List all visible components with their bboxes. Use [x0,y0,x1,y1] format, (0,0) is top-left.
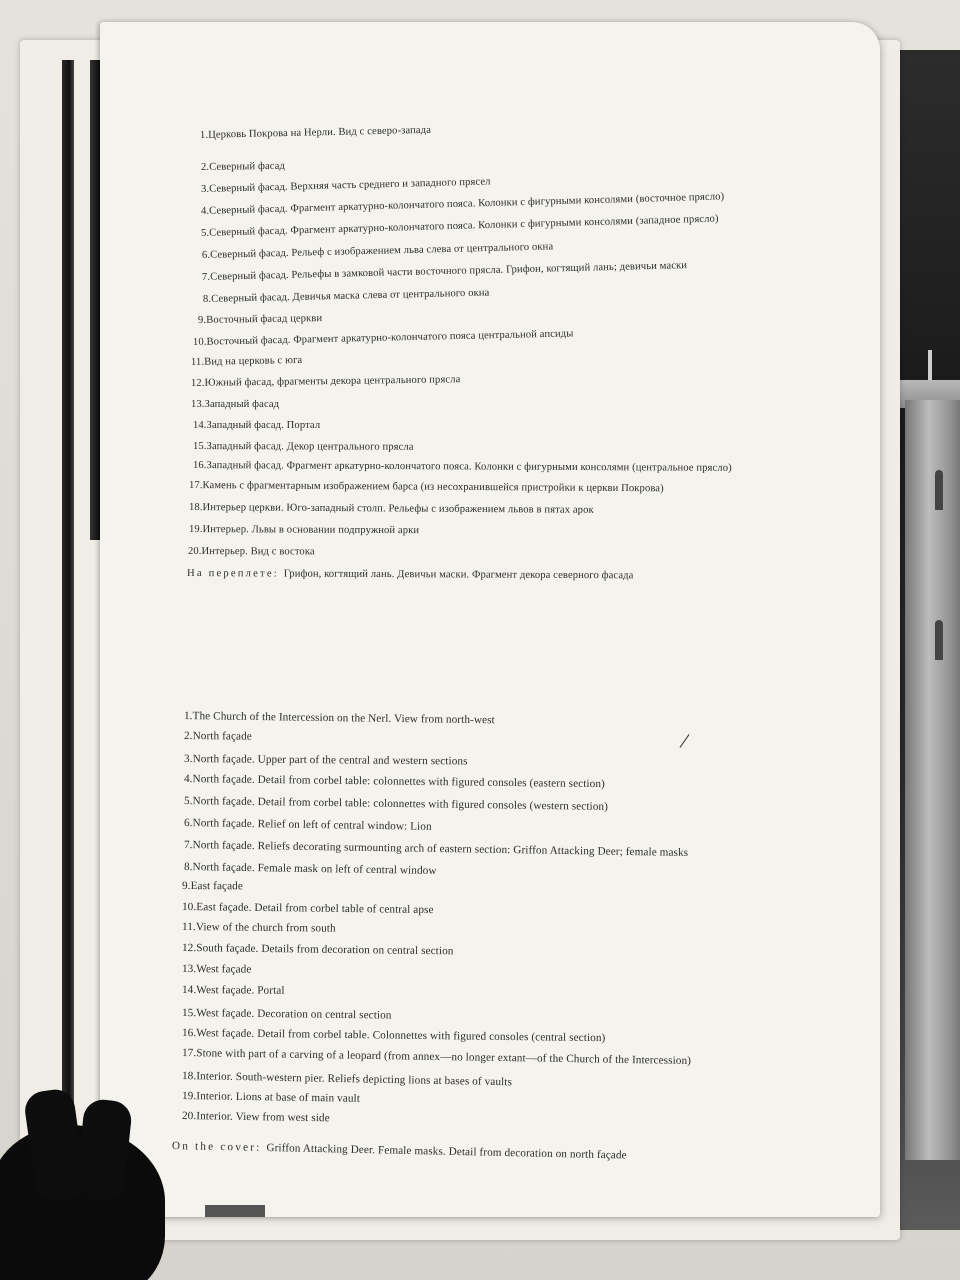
english-caption-item [184,817,432,833]
cover-label: На переплете: [186,568,284,580]
russian-caption-item [193,328,574,348]
caption-number: 4. [183,773,193,786]
caption-number: 2. [200,161,210,173]
caption-text: Восточный фасад. Фрагмент аркатурно-колончатого пояса центральной апсиды [206,328,574,348]
english-caption-item [184,753,468,767]
caption-number: 4. [200,205,210,217]
english-caption-item [182,921,336,935]
english-caption-item [182,1090,360,1105]
russian-caption-item [198,313,322,326]
russian-caption-item [191,399,279,410]
english-caption-item [182,901,434,916]
english-caption-item [184,839,688,859]
caption-text: Интерьер. Львы в основании подпружной арки [202,524,420,537]
russian-caption-item [191,374,461,389]
caption-number: 15. [192,441,207,453]
english-caption-item [182,984,285,997]
caption-number: 16. [192,460,207,472]
caption-number: 17. [181,1047,197,1060]
caption-text: Interior. View from west side [196,1110,330,1125]
caption-text: Северный фасад. Фрагмент аркатурно-колончатого пояса. Колонки с фигурными консолями (западное прясло) [208,213,719,239]
caption-number: 2. [183,730,193,743]
english-caption-item [182,1110,330,1124]
english-caption-item [182,1070,512,1088]
english-caption-item [184,861,437,877]
caption-text: East façade. Detail from corbel table of central apse [196,901,434,917]
caption-number: 10. [192,336,207,348]
caption-text: Interior. South-western pier. Reliefs depicting lions at bases of vaults [196,1070,513,1089]
caption-text: Камень с фрагментарным изображением барса (из несохранившейся пристройки к церкви Покрова) [202,480,664,495]
caption-text: North façade. Relief on left of central window: Lion [192,817,432,833]
english-caption-item [184,710,495,726]
caption-number: 11. [181,921,196,934]
caption-text: Северный фасад. Верхняя часть среднего и западного прясел [209,176,491,195]
caption-number: 11. [190,356,205,368]
caption-number: 20. [181,1110,197,1123]
russian-caption-item [188,546,315,557]
caption-text: Южный фасад, фрагменты декора центрального прясла [204,374,461,389]
caption-text: Северный фасад. Девичья маска слева от центрального окна [211,287,490,305]
caption-text: East façade [190,880,243,893]
caption-text: Церковь Покрова на Нерли. Вид с северо-запада [208,124,432,141]
caption-number: 8. [183,861,193,874]
caption-number: 18. [181,1070,197,1083]
caption-text: Stone with part of a carving of a leopard (from annex—no longer extant—of the Church of the Intercession) [196,1047,692,1067]
russian-caption-item [203,288,490,305]
caption-text: Вид на церковь с юга [204,354,303,368]
caption-number: 17. [188,480,203,492]
caption-number: 1. [199,129,209,141]
caption-number: 6. [201,249,211,261]
caption-text: Западный фасад. Декор центрального прясла [206,441,414,453]
russian-caption-item [189,502,594,516]
caption-text: North façade. Reliefs decorating surmounting arch of eastern section: Griffon Attacking Deer; female masks [192,839,689,859]
caption-number: 20. [187,546,202,558]
english-caption-item [182,963,252,976]
caption-text: North façade [192,730,252,743]
caption-number: 15. [181,1007,197,1020]
russian-caption-item [191,355,303,368]
russian-caption-item [201,176,491,195]
caption-text: Северный фасад. Фрагмент аркатурно-колончатого пояса. Колонки с фигурными консолями (восточное прясло) [208,191,725,217]
caption-text: Северный фасад. Рельеф с изображением льва слева от центрального окна [210,241,554,261]
caption-number: 6. [183,817,193,830]
russian-caption-item [193,460,732,474]
caption-text: West façade. Decoration on central section [196,1007,392,1022]
caption-text: North façade. Detail from corbel table: colonnettes with figured consoles (western section) [192,795,609,813]
caption-number: 7. [183,839,193,852]
russian-caption-item [193,420,320,431]
cover-label: On the cover: [171,1140,267,1154]
russian-caption-item [200,125,431,141]
caption-number: 7. [201,271,211,283]
english-caption-item [182,1007,392,1022]
caption-text: West façade. Detail from corbel table. Colonnettes with figured consoles (central section) [196,1027,606,1045]
caption-number: 14. [181,984,197,997]
english-cover-caption [172,1140,627,1162]
english-caption-item [182,1027,606,1044]
caption-number: 1. [183,710,193,723]
caption-text: Западный фасад. Фрагмент аркатурно-колончатого пояса. Колонки с фигурными консолями (центральное прясло) [206,460,732,474]
english-caption-item [184,795,608,813]
caption-text: Interior. Lions at base of main vault [196,1090,361,1105]
caption-text: Северный фасад [209,160,286,173]
next-page-edge [205,1205,265,1217]
caption-number: 9. [181,880,191,893]
english-caption-item [184,773,605,790]
caption-number: 12. [181,942,197,955]
english-caption-item [182,880,243,892]
caption-number: 8. [202,293,212,305]
russian-caption-item [201,191,724,217]
caption-text: West façade [196,963,252,976]
caption-text: West façade. Portal [196,984,285,997]
caption-number: 14. [193,420,207,431]
caption-number: 3. [183,753,193,766]
caption-number: 19. [188,524,203,536]
russian-caption-item [202,260,687,283]
caption-text: South façade. Details from decoration on central section [196,942,454,958]
caption-number: 9. [197,314,207,326]
tower-window [935,470,943,510]
caption-number: 13. [181,963,197,976]
caption-text: Интерьер. Вид с востока [201,546,315,558]
caption-text: Западный фасад [204,399,280,410]
russian-caption-item [189,480,664,494]
cover-text: Griffon Attacking Deer. Female masks. Detail from decoration on north façade [266,1141,627,1162]
caption-text: Восточный фасад церкви [206,313,323,326]
russian-caption-item [201,214,719,239]
caption-number: 10. [181,901,197,914]
russian-caption-item [193,441,414,453]
caption-text: Северный фасад. Рельефы в замковой части восточного прясла. Грифон, когтящий лань; девичьи маски [210,260,688,283]
church-tower-photo [905,400,960,1160]
caption-text: North façade. Upper part of the central and western sections [192,753,468,768]
russian-caption-item [189,524,419,536]
caption-text: North façade. Female mask on left of central window [192,861,437,877]
tower-window [935,620,943,660]
caption-text: Западный фасад. Портал [206,420,321,431]
page-stack-edge [90,60,100,540]
english-caption-item [182,942,454,957]
russian-caption-item [202,241,553,261]
english-caption-item [184,730,252,743]
caption-number: 18. [188,502,203,514]
english-caption-item [182,1047,691,1067]
caption-text: The Church of the Intercession on the Nerl. View from north-west [192,710,495,727]
caption-text: View of the church from south [195,921,336,935]
caption-text: Интерьер церкви. Юго-западный столп. Рельефы с изображением львов в пятах арок [202,502,594,516]
caption-number: 13. [191,399,205,410]
caption-number: 5. [200,227,210,239]
caption-number: 12. [190,377,205,389]
russian-cover-caption [187,568,634,581]
russian-caption-item [201,161,285,173]
caption-text: North façade. Detail from corbel table: colonnettes with figured consoles (eastern section) [192,773,605,791]
caption-number: 16. [181,1027,197,1040]
cover-text: Грифон, когтящий лань. Девичьи маски. Фрагмент декора северного фасада [283,568,634,582]
book-page [100,22,880,1217]
caption-number: 5. [183,795,193,808]
caption-number: 3. [200,183,210,195]
caption-number: 19. [181,1090,197,1103]
page-stack-edge [62,60,74,1160]
